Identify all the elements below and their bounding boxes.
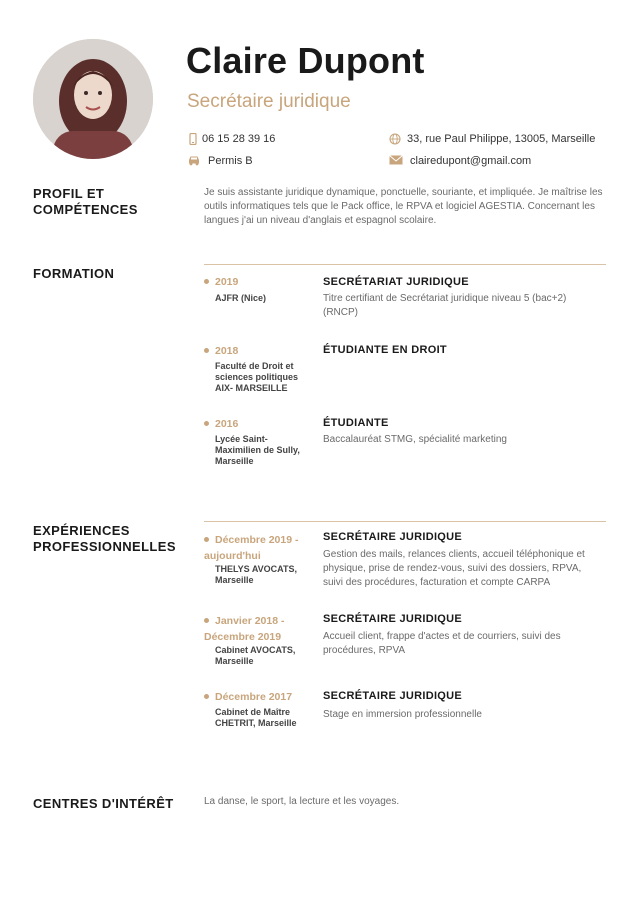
education-section-title: FORMATION bbox=[33, 266, 115, 281]
profile-section-title: PROFIL ET COMPÉTENCES bbox=[33, 186, 138, 217]
experience-place: THELYS AVOCATS, Marseille bbox=[215, 564, 298, 585]
bullet-icon bbox=[204, 694, 209, 699]
experience-title: SECRÉTAIRE JURIDIQUE bbox=[323, 531, 463, 543]
full-name: Claire Dupont bbox=[186, 40, 425, 81]
bullet-icon bbox=[204, 421, 209, 426]
experience-desc: Gestion des mails, relances clients, accueil téléphonique et physique, prise de rendez-vous, suivi des dossiers, RPVA, suivi des procédures, facturation et compte CARPA bbox=[323, 549, 585, 588]
education-place: Lycée Saint-Maximilien de Sully, Marseille bbox=[215, 434, 300, 466]
experience-desc: Accueil client, frappe d'actes et de courriers, suivi des procédures, RPVA bbox=[323, 631, 561, 656]
bullet-icon bbox=[204, 279, 209, 284]
car-icon bbox=[187, 154, 201, 166]
education-place: Faculté de Droit et sciences politiques AIX- MARSEILLE bbox=[215, 361, 299, 393]
experience-divider bbox=[204, 521, 606, 522]
job-title: Secrétaire juridique bbox=[187, 91, 351, 112]
education-date: 2018 bbox=[204, 345, 238, 357]
education-title: SECRÉTARIAT JURIDIQUE bbox=[323, 276, 469, 288]
phone-number: 06 15 28 39 16 bbox=[202, 133, 276, 145]
experience-title: SECRÉTAIRE JURIDIQUE bbox=[323, 613, 463, 625]
driving-license: Permis B bbox=[208, 155, 253, 167]
bullet-icon bbox=[204, 618, 209, 623]
experience-place: Cabinet AVOCATS, Marseille bbox=[215, 645, 296, 666]
interests-text: La danse, le sport, la lecture et les voyages. bbox=[204, 796, 400, 807]
experience-place: Cabinet de Maître CHETRIT, Marseille bbox=[215, 707, 297, 728]
experience-section-title: EXPÉRIENCES PROFESSIONNELLES bbox=[33, 523, 176, 554]
experience-date: Janvier 2018 - Décembre 2019 bbox=[204, 615, 285, 643]
education-place: AJFR (Nice) bbox=[215, 293, 267, 303]
education-divider bbox=[204, 264, 606, 265]
experience-title: SECRÉTAIRE JURIDIQUE bbox=[323, 690, 463, 702]
education-title: ÉTUDIANTE EN DROIT bbox=[323, 344, 447, 356]
envelope-icon bbox=[389, 154, 403, 166]
education-desc: Titre certifiant de Secrétariat juridique niveau 5 (bac+2) (RNCP) bbox=[323, 293, 567, 318]
phone-icon bbox=[187, 133, 199, 145]
profile-text: Je suis assistante juridique dynamique, ponctuelle, souriante, et impliquée. Je maîtrise les outils informatiques tels que le Pack office, le RPVA et logiciel AGESTIA. Concernant les langues j'ai un niveau d'anglais et espagnol scolaire. bbox=[204, 187, 603, 226]
education-title: ÉTUDIANTE bbox=[323, 417, 389, 429]
experience-date: Décembre 2017 bbox=[204, 691, 292, 703]
education-date: 2019 bbox=[204, 276, 238, 288]
education-date: 2016 bbox=[204, 418, 238, 430]
avatar bbox=[33, 39, 153, 159]
interests-section-title: CENTRES D'INTÉRÊT bbox=[33, 796, 174, 811]
email-address: clairedupont@gmail.com bbox=[410, 155, 532, 167]
address: 33, rue Paul Philippe, 13005, Marseille bbox=[407, 133, 596, 145]
education-desc: Baccalauréat STMG, spécialité marketing bbox=[323, 434, 507, 445]
globe-icon bbox=[389, 133, 401, 145]
experience-date: Décembre 2019 - aujourd'hui bbox=[204, 534, 299, 562]
experience-desc: Stage en immersion professionnelle bbox=[323, 709, 482, 720]
bullet-icon bbox=[204, 348, 209, 353]
bullet-icon bbox=[204, 537, 209, 542]
